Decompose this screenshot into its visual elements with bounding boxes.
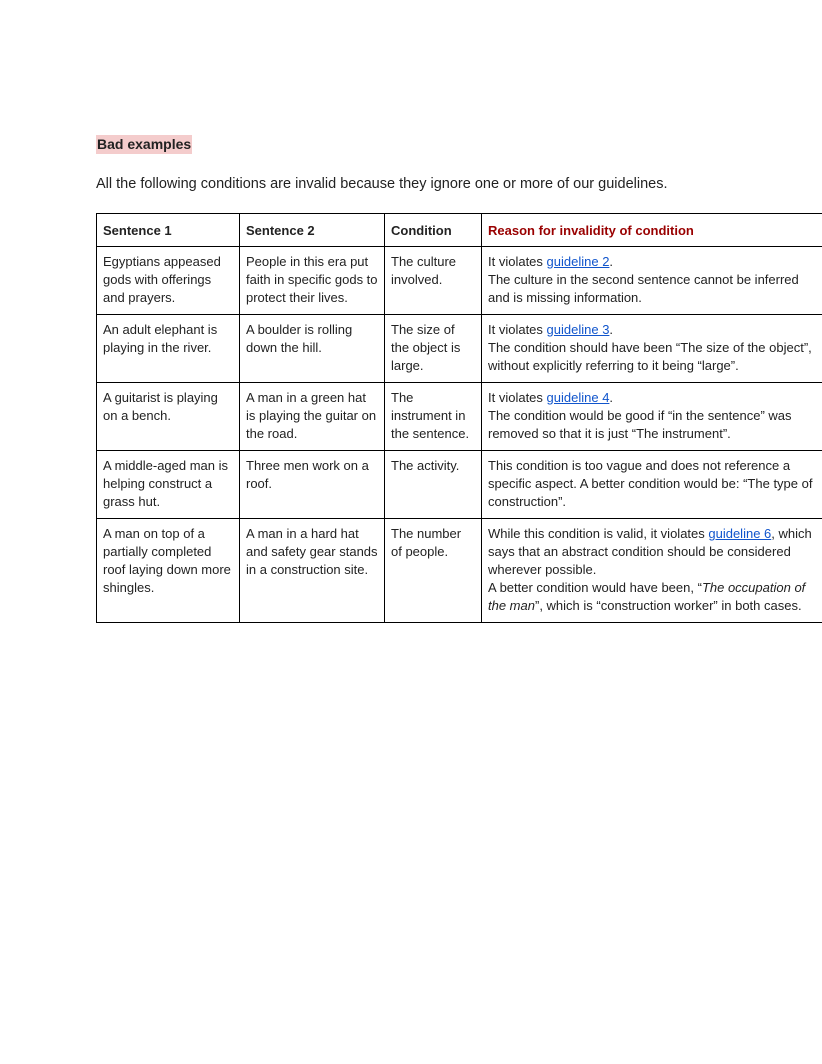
condition-cell: The activity.	[385, 451, 482, 519]
reason-prefix: It violates	[488, 322, 547, 337]
reason-suffix: .	[609, 254, 614, 269]
sentence-1-cell: Egyptians appeased gods with offerings and prayers.	[97, 247, 240, 315]
header-reason: Reason for invalidity of condition	[482, 214, 822, 247]
reason-prefix: While this condition is valid, it violates	[488, 526, 709, 541]
reason-prefix: It violates	[488, 254, 547, 269]
reason-cell	[482, 383, 822, 451]
reason-suffix: , which says that an abstract condition should be considered wherever possible.	[488, 526, 812, 577]
sentence-1-cell: A man on top of a partially completed roof laying down more shingles.	[97, 519, 240, 623]
header-row	[97, 214, 822, 247]
reason-text-suffix: ”, which is “construction worker” in both cases.	[534, 598, 802, 613]
sentence-2-cell: A boulder is rolling down the hill.	[240, 315, 385, 383]
reason-explanation: The culture in the second sentence cannot be inferred and is missing information.	[488, 272, 799, 305]
reason-suffix: .	[609, 390, 614, 405]
section-heading: Bad examples	[97, 136, 192, 152]
sentence-1-cell: A middle-aged man is helping construct a grass hut.	[97, 451, 240, 519]
reason-text-emphasis: The occupation of the man	[488, 580, 806, 613]
sentence-2-cell: Three men work on a roof.	[240, 451, 385, 519]
header-sentence-1: Sentence 1	[97, 214, 240, 247]
condition-cell: The size of the object is large.	[385, 315, 482, 383]
table-row	[97, 383, 822, 451]
condition-cell: The instrument in the sentence.	[385, 383, 482, 451]
header-condition: Condition	[385, 214, 482, 247]
reason-prefix: It violates	[488, 390, 547, 405]
reason-explanation: This condition is too vague and does not reference a specific aspect. A better condition would be: “The type of construction”.	[488, 458, 813, 509]
reason-cell	[482, 451, 822, 519]
sentence-2-cell: People in this era put faith in specific gods to protect their lives.	[240, 247, 385, 315]
table-row	[97, 247, 822, 315]
reason-explanation: The condition would be good if “in the sentence” was removed so that it is just “The instrument”.	[488, 408, 792, 441]
reason-cell	[482, 315, 822, 383]
guideline-3-link[interactable]: guideline 3	[546, 322, 610, 337]
table-row	[97, 315, 822, 383]
intro-paragraph: All the following conditions are invalid because they ignore one or more of our guidelines.	[96, 176, 668, 192]
header-sentence-2: Sentence 2	[240, 214, 385, 247]
reason-cell	[482, 519, 822, 623]
bad-examples-table	[96, 213, 822, 623]
sentence-2-cell: A man in a green hat is playing the guitar on the road.	[240, 383, 385, 451]
guideline-4-link[interactable]: guideline 4	[546, 390, 610, 405]
guideline-6-link[interactable]: guideline 6	[708, 526, 772, 541]
reason-explanation	[488, 579, 816, 615]
sentence-2-cell: A man in a hard hat and safety gear stands in a construction site.	[240, 519, 385, 623]
reason-explanation: The condition should have been “The size of the object”, without explicitly referring to it being “large”.	[488, 340, 812, 373]
condition-cell: The number of people.	[385, 519, 482, 623]
sentence-1-cell: An adult elephant is playing in the river.	[97, 315, 240, 383]
reason-suffix: .	[609, 322, 614, 337]
reason-text-prefix: A better condition would have been, “	[488, 580, 702, 595]
reason-cell	[482, 247, 822, 315]
table-row	[97, 451, 822, 519]
sentence-1-cell: A guitarist is playing on a bench.	[97, 383, 240, 451]
guideline-2-link[interactable]: guideline 2	[546, 254, 610, 269]
table-row	[97, 519, 822, 623]
condition-cell: The culture involved.	[385, 247, 482, 315]
